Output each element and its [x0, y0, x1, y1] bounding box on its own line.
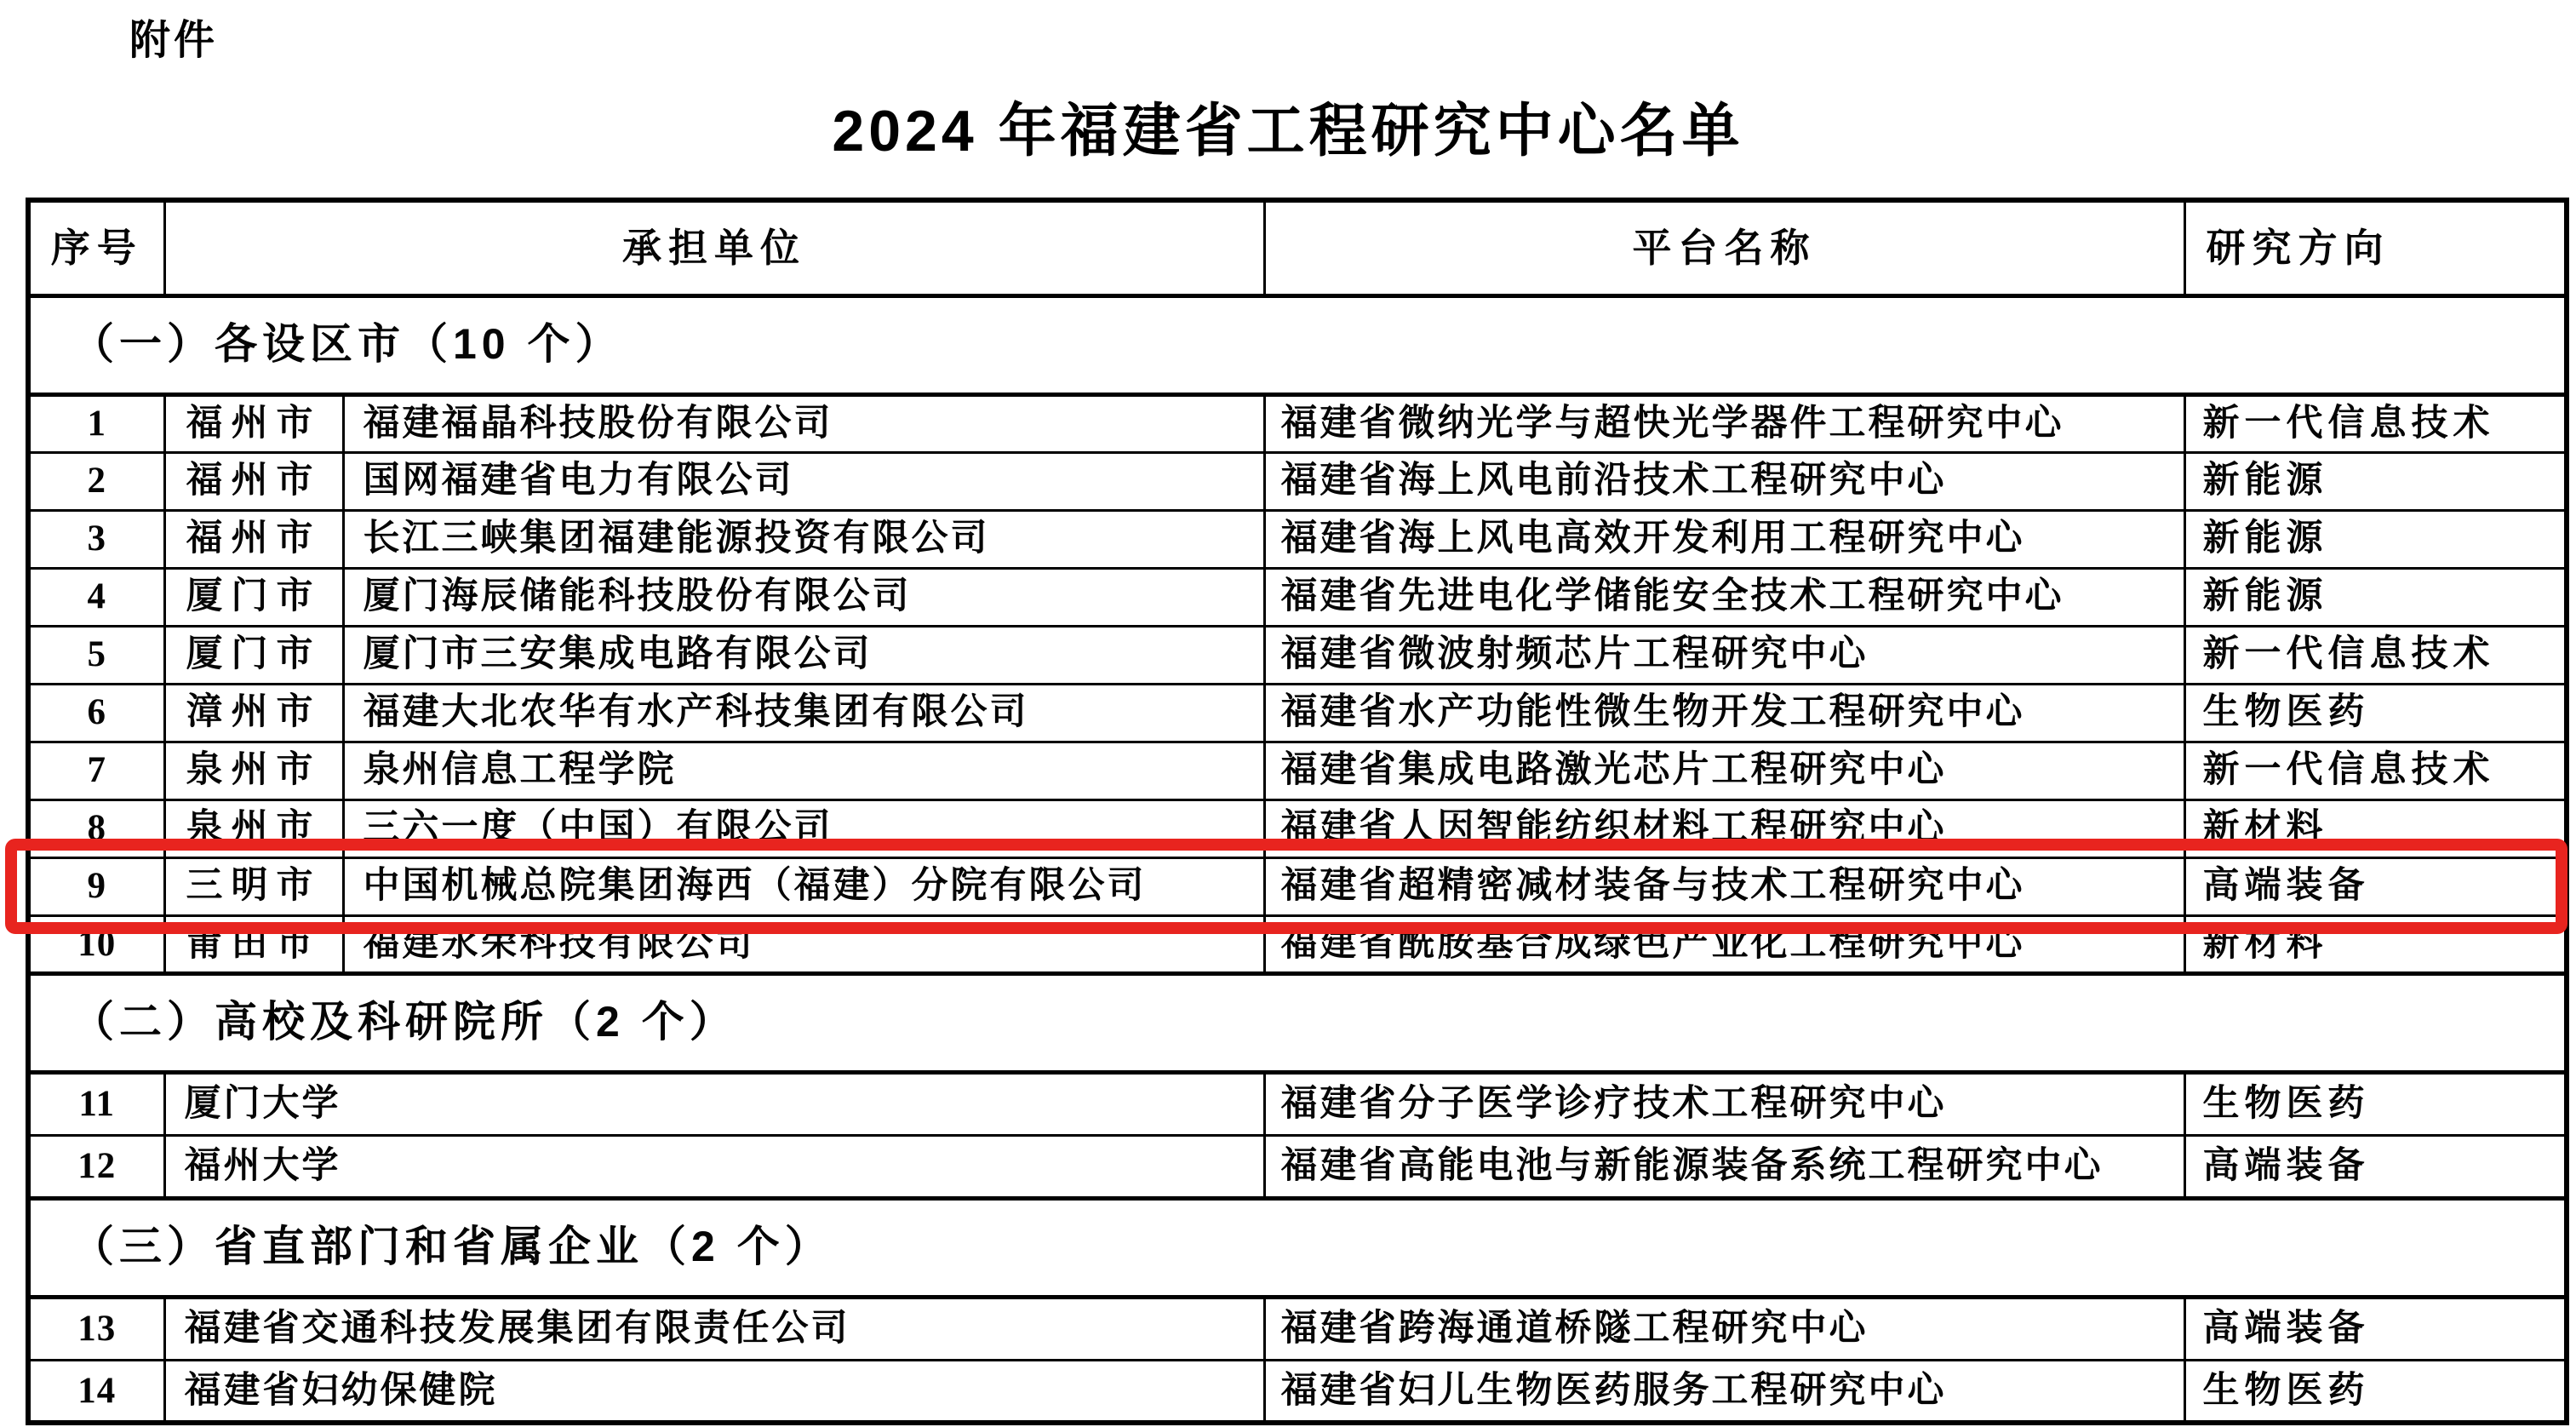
cell-city: 厦门市 — [164, 568, 343, 626]
cell-city: 福州市 — [164, 394, 343, 452]
table-row — [28, 684, 2567, 742]
cell-org: 福建大北农华有水产科技集团有限公司 — [343, 684, 1264, 742]
cell-platform: 福建省分子医学诊疗技术工程研究中心 — [1264, 1072, 2184, 1135]
cell-city: 福州市 — [164, 452, 343, 510]
cell-org: 福建福晶科技股份有限公司 — [343, 394, 1264, 452]
cell-city: 泉州市 — [164, 799, 343, 857]
cell-org: 三六一度（中国）有限公司 — [343, 799, 1264, 857]
cell-no: 2 — [28, 452, 164, 510]
cell-direction: 生物医药 — [2184, 1360, 2567, 1423]
table-row — [28, 1135, 2567, 1198]
cell-direction: 新一代信息技术 — [2184, 626, 2567, 684]
cell-city: 福州市 — [164, 510, 343, 568]
results-table — [26, 198, 2569, 1425]
table-row-highlighted — [28, 857, 2567, 915]
cell-no: 7 — [28, 742, 164, 799]
cell-platform: 福建省超精密减材装备与技术工程研究中心 — [1264, 857, 2184, 915]
cell-direction: 新能源 — [2184, 568, 2567, 626]
cell-direction: 高端装备 — [2184, 857, 2567, 915]
cell-platform: 福建省高能电池与新能源装备系统工程研究中心 — [1264, 1135, 2184, 1198]
cell-platform: 福建省水产功能性微生物开发工程研究中心 — [1264, 684, 2184, 742]
cell-no: 8 — [28, 799, 164, 857]
cell-platform: 福建省微波射频芯片工程研究中心 — [1264, 626, 2184, 684]
table-row — [28, 1297, 2567, 1360]
cell-city: 莆田市 — [164, 915, 343, 973]
table-row — [28, 626, 2567, 684]
cell-org: 长江三峡集团福建能源投资有限公司 — [343, 510, 1264, 568]
table-row — [28, 1072, 2567, 1135]
cell-platform: 福建省集成电路激光芯片工程研究中心 — [1264, 742, 2184, 799]
cell-direction: 新能源 — [2184, 452, 2567, 510]
table-row — [28, 394, 2567, 452]
section-label: （二）高校及科研院所（2 个） — [28, 973, 2567, 1072]
section-row-universities — [28, 973, 2567, 1072]
cell-org: 福州大学 — [164, 1135, 1264, 1198]
header-org: 承担单位 — [164, 200, 1264, 295]
cell-org: 泉州信息工程学院 — [343, 742, 1264, 799]
cell-direction: 生物医药 — [2184, 684, 2567, 742]
table-row — [28, 568, 2567, 626]
section-row-provincial — [28, 1198, 2567, 1297]
cell-no: 9 — [28, 857, 164, 915]
cell-direction: 高端装备 — [2184, 1297, 2567, 1360]
cell-platform: 福建省海上风电前沿技术工程研究中心 — [1264, 452, 2184, 510]
cell-no: 10 — [28, 915, 164, 973]
cell-city: 厦门市 — [164, 626, 343, 684]
cell-city: 三明市 — [164, 857, 343, 915]
section-label: （三）省直部门和省属企业（2 个） — [28, 1198, 2567, 1297]
header-platform: 平台名称 — [1264, 200, 2184, 295]
cell-direction: 新材料 — [2184, 915, 2567, 973]
cell-org: 厦门海辰储能科技股份有限公司 — [343, 568, 1264, 626]
attachment-label: 附件 — [129, 18, 219, 63]
cell-org: 福建永荣科技有限公司 — [343, 915, 1264, 973]
cell-org: 福建省妇幼保健院 — [164, 1360, 1264, 1423]
cell-direction: 新一代信息技术 — [2184, 742, 2567, 799]
cell-direction: 新材料 — [2184, 799, 2567, 857]
cell-no: 1 — [28, 394, 164, 452]
cell-no: 13 — [28, 1297, 164, 1360]
cell-no: 4 — [28, 568, 164, 626]
header-direction: 研究方向 — [2184, 200, 2567, 295]
cell-direction: 生物医药 — [2184, 1072, 2567, 1135]
table-row — [28, 799, 2567, 857]
cell-direction: 新能源 — [2184, 510, 2567, 568]
cell-platform: 福建省跨海通道桥隧工程研究中心 — [1264, 1297, 2184, 1360]
cell-org: 福建省交通科技发展集团有限责任公司 — [164, 1297, 1264, 1360]
cell-platform: 福建省酰胺基合成绿色产业化工程研究中心 — [1264, 915, 2184, 973]
page-title: 2024 年福建省工程研究中心名单 — [832, 99, 1744, 163]
cell-org: 厦门市三安集成电路有限公司 — [343, 626, 1264, 684]
cell-city: 泉州市 — [164, 742, 343, 799]
cell-direction: 高端装备 — [2184, 1135, 2567, 1198]
table-row — [28, 452, 2567, 510]
table-row — [28, 915, 2567, 973]
cell-platform: 福建省人因智能纺织材料工程研究中心 — [1264, 799, 2184, 857]
cell-org: 厦门大学 — [164, 1072, 1264, 1135]
cell-org: 国网福建省电力有限公司 — [343, 452, 1264, 510]
cell-no: 3 — [28, 510, 164, 568]
table-header-row — [28, 200, 2567, 295]
cell-platform: 福建省海上风电高效开发利用工程研究中心 — [1264, 510, 2184, 568]
cell-no: 5 — [28, 626, 164, 684]
cell-platform: 福建省妇儿生物医药服务工程研究中心 — [1264, 1360, 2184, 1423]
cell-direction: 新一代信息技术 — [2184, 394, 2567, 452]
cell-org: 中国机械总院集团海西（福建）分院有限公司 — [343, 857, 1264, 915]
cell-platform: 福建省先进电化学储能安全技术工程研究中心 — [1264, 568, 2184, 626]
cell-no: 6 — [28, 684, 164, 742]
header-no: 序号 — [28, 200, 164, 295]
table-row — [28, 742, 2567, 799]
cell-platform: 福建省微纳光学与超快光学器件工程研究中心 — [1264, 394, 2184, 452]
cell-no: 14 — [28, 1360, 164, 1423]
section-label: （一）各设区市（10 个） — [28, 295, 2567, 394]
section-row-cities — [28, 295, 2567, 394]
table-row — [28, 510, 2567, 568]
cell-no: 11 — [28, 1072, 164, 1135]
table-row — [28, 1360, 2567, 1423]
cell-city: 漳州市 — [164, 684, 343, 742]
cell-no: 12 — [28, 1135, 164, 1198]
